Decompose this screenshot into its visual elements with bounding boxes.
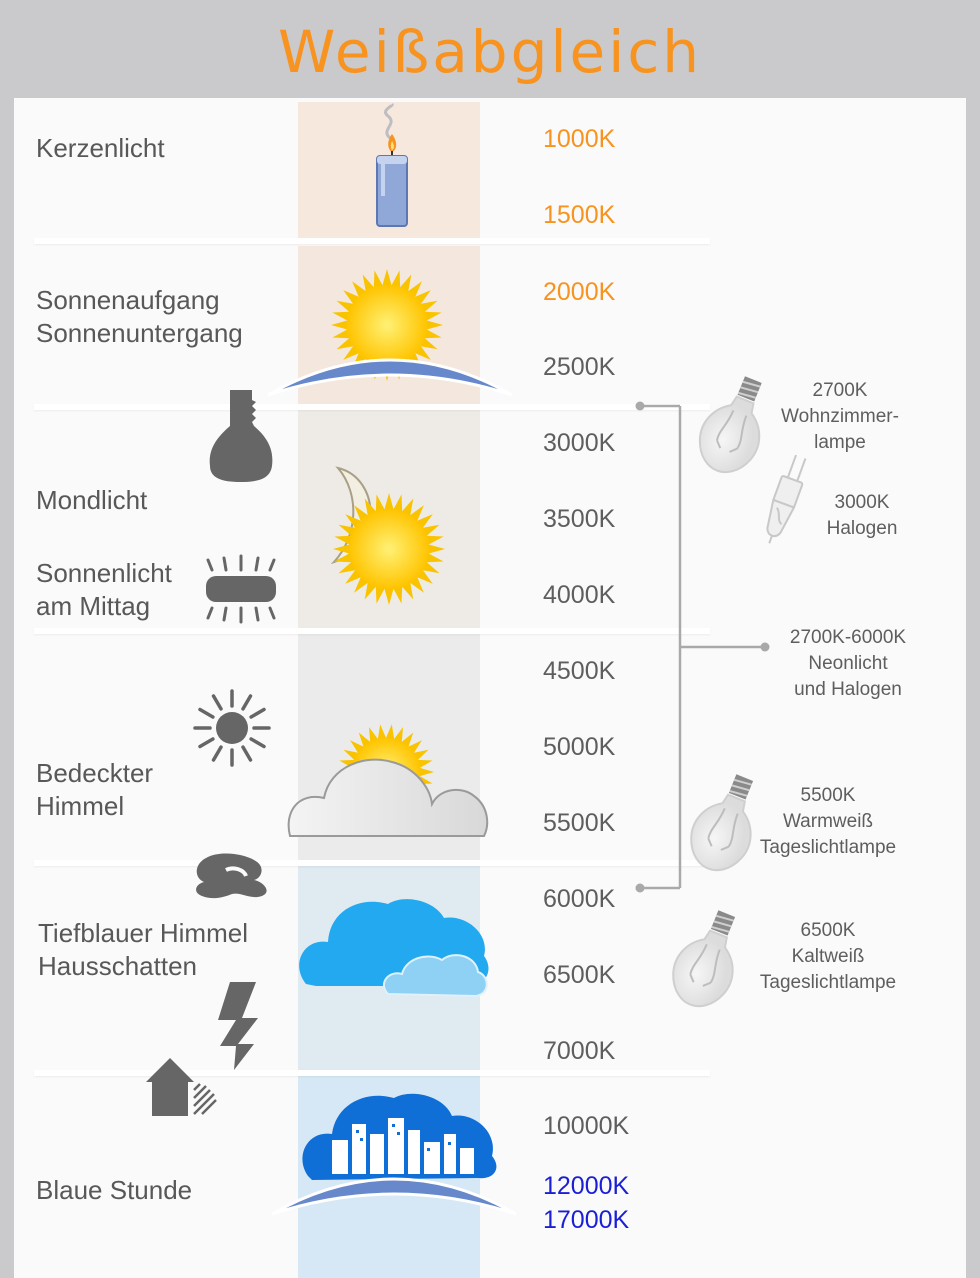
- lamp-label: 3000K Halogen: [826, 492, 898, 539]
- kelvin-value: 1000K: [543, 125, 616, 153]
- candle-icon: [350, 104, 430, 230]
- category-label: Mondlicht: [36, 485, 148, 515]
- kelvin-value: 2000K: [543, 278, 616, 306]
- lamp-label: 2700K Wohnzimmer- lampe: [781, 380, 899, 453]
- category-label: Bedeckter Himmel: [36, 758, 154, 821]
- page-title: Weißabgleich: [277, 18, 703, 86]
- bulb-icon: [686, 770, 766, 878]
- horizon-arc-icon: [262, 345, 518, 401]
- bulb-icon: [206, 386, 278, 484]
- kelvin-value: 4500K: [543, 657, 616, 685]
- cloud-icon: [284, 752, 492, 840]
- house-shade-icon: [142, 1054, 222, 1120]
- lamp-label: 6500K Kaltweiß Tageslichtlampe: [759, 920, 897, 993]
- horizon-arc-icon: [266, 1164, 522, 1220]
- category-label: Kerzenlicht: [36, 133, 165, 163]
- cloud-shape-icon: [192, 852, 272, 900]
- kelvin-value: 2500K: [543, 353, 616, 381]
- kelvin-value: 17000K: [543, 1206, 630, 1234]
- kelvin-value: 5500K: [543, 809, 616, 837]
- kelvin-value: 6500K: [543, 961, 616, 989]
- kelvin-value: 3000K: [543, 429, 616, 457]
- lamp-label: 2700K-6000K Neonlicht und Halogen: [789, 627, 907, 700]
- category-label: Sonnenlicht am Mittag: [36, 558, 172, 621]
- category-label: Sonnenaufgang Sonnenuntergang: [36, 285, 243, 348]
- kelvin-value: 3500K: [543, 505, 616, 533]
- cloud-icon: [296, 894, 492, 1000]
- kelvin-value: 10000K: [543, 1112, 630, 1140]
- lightning-icon: [214, 980, 280, 1072]
- sun-outline-icon: [192, 688, 272, 768]
- category-label: Tiefblauer Himmel Hausschatten: [38, 918, 248, 981]
- lamp-label: 5500K Warmweiß Tageslichtlampe: [759, 785, 897, 858]
- fluorescent-icon: [204, 556, 278, 624]
- kelvin-value: 6000K: [543, 885, 616, 913]
- kelvin-value: 5000K: [543, 733, 616, 761]
- bulb-icon: [668, 906, 748, 1014]
- kelvin-value: 7000K: [543, 1037, 616, 1065]
- sun-icon: [332, 492, 446, 606]
- kelvin-value: 1500K: [543, 201, 616, 229]
- category-label: Blaue Stunde: [36, 1175, 193, 1205]
- kelvin-value: 12000K: [543, 1172, 630, 1200]
- halogen-icon: [760, 452, 810, 548]
- kelvin-value: 4000K: [543, 581, 616, 609]
